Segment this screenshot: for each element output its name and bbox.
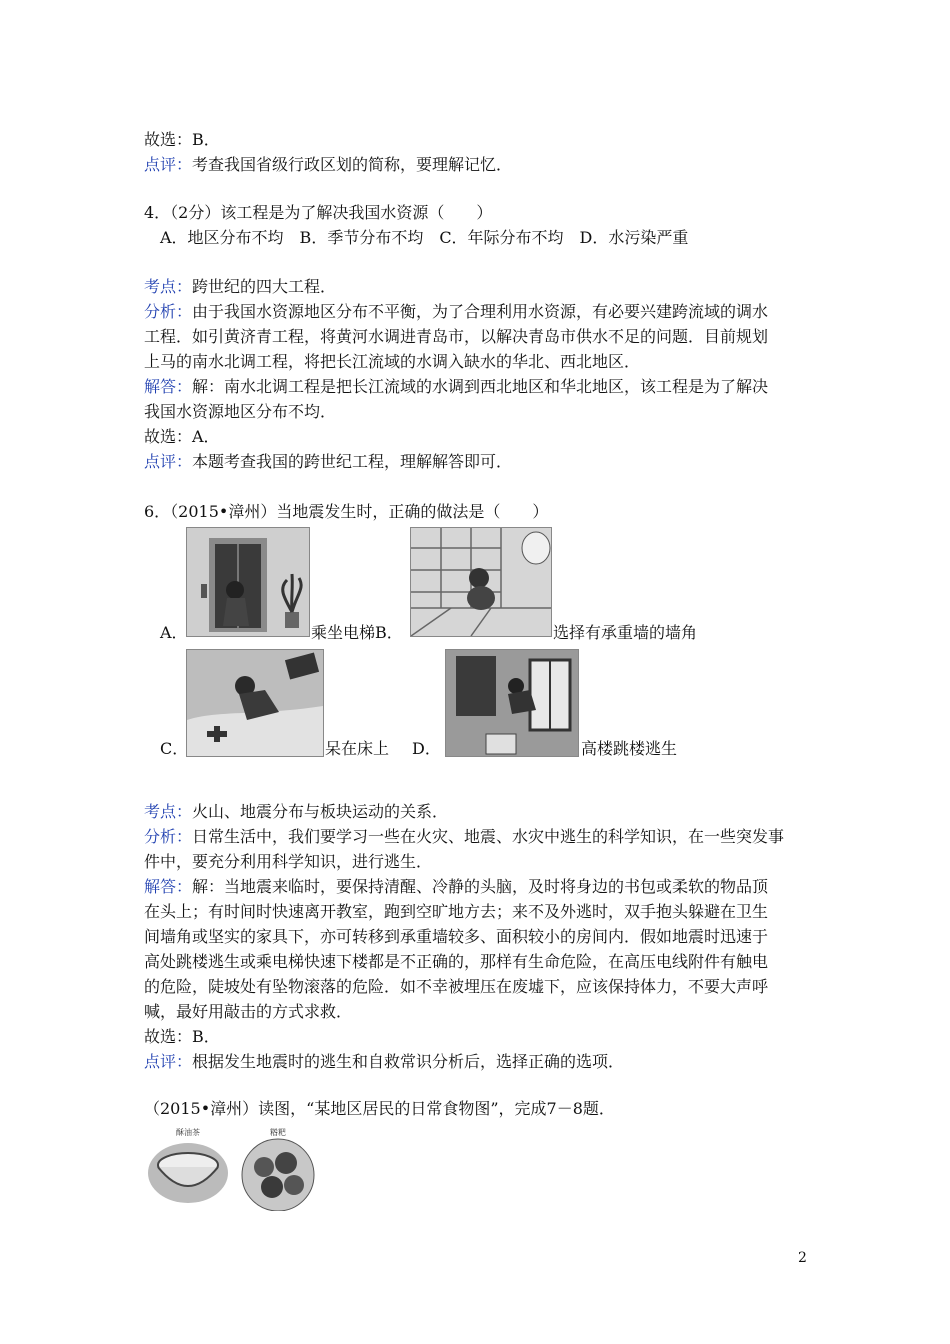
q4-solution-line-2: 我国水资源地区分布不均． [144, 402, 337, 421]
option-d-window-image [445, 649, 579, 757]
q6-point [144, 800, 448, 824]
comment-tag: 点评： [144, 1052, 193, 1071]
q4-analysis-line-1 [144, 300, 768, 324]
solution-text: 解：当地震来临时，要保持清醒、冷静的头脑，及时将身边的书包或柔软的物品顶 [192, 877, 769, 896]
option-a-elevator-image [186, 527, 310, 637]
food-label-butter-tea: 酥油茶 [176, 1128, 200, 1137]
solution-tag: 解答： [144, 877, 193, 896]
q4-options: A．地区分布不均 B．季节分布不均 C．年际分布不均 D．水污染严重 [160, 228, 689, 247]
analysis-text: 日常生活中，我们要学习一些在火灾、地震、水灾中逃生的科学知识，在一些突发事 [192, 827, 785, 846]
q4-answer: 故选：A． [144, 427, 220, 446]
q6-solution-line-6: 喊，最好用敲击的方式求救． [144, 1002, 353, 1021]
q4-analysis-line-2: 工程．如引黄济青工程，将黄河水调进青岛市，以解决青岛市供水不足的问题．目前规划 [144, 327, 769, 346]
q6-solution-line-4: 高处跳楼逃生或乘电梯快速下楼都是不正确的，那样有生命危险，在高压电线附件有触电 [144, 952, 769, 971]
q4-stem: 4．（2分）该工程是为了解决我国水资源（ ） [144, 203, 493, 222]
q4-solution-line-1 [144, 375, 768, 399]
q6-analysis-line-1 [144, 825, 784, 849]
point-tag: 考点： [144, 277, 193, 296]
comment-text: 本题考查我国的跨世纪工程，理解解答即可． [192, 452, 513, 471]
comment-tag: 点评： [144, 155, 193, 174]
option-a-label: A． [160, 623, 188, 642]
q4-point [144, 275, 336, 299]
point-tag: 考点： [144, 802, 193, 821]
option-b-wall-corner-image [410, 527, 552, 637]
option-d-text: 高楼跳楼逃生 [581, 739, 678, 758]
comment-text: 考查我国省级行政区划的简称，要理解记忆． [192, 155, 513, 174]
solution-text: 解：南水北调工程是把长江流域的水调到西北地区和华北地区，该工程是为了解决 [192, 377, 769, 396]
option-a-text: 乘坐电梯B． [311, 623, 403, 642]
q6-solution-line-5: 的危险，陡坡处有坠物滚落的危险．如不幸被埋压在废墟下，应该保持体力，不要大声呼 [144, 977, 769, 996]
option-b-text: 选择有承重墙的墙角 [553, 623, 698, 642]
q6-comment [144, 1050, 624, 1074]
point-text: 跨世纪的四大工程． [192, 277, 337, 296]
solution-tag: 解答： [144, 377, 193, 396]
food-label-tsampa: 糌粑 [270, 1128, 286, 1137]
q6-answer: 故选：B． [144, 1027, 220, 1046]
analysis-tag: 分析： [144, 302, 193, 321]
option-c-text: 呆在床上 [325, 739, 390, 758]
q3-comment [144, 153, 512, 177]
q78-stem: （2015•漳州）读图，“某地区居民的日常食物图”，完成7－8题． [144, 1099, 615, 1118]
analysis-text: 由于我国水资源地区分布不平衡，为了合理利用水资源，有必要兴建跨流域的调水 [192, 302, 769, 321]
butter-tea-image [146, 1125, 230, 1207]
point-text: 火山、地震分布与板块运动的关系． [192, 802, 449, 821]
option-c-label: C． [160, 739, 189, 758]
q6-analysis-line-2: 件中，要充分利用科学知识，进行逃生． [144, 852, 433, 871]
q3-answer: 故选：B． [144, 130, 220, 149]
comment-tag: 点评： [144, 452, 193, 471]
q6-solution-line-1 [144, 875, 768, 899]
option-d-label: D． [412, 739, 441, 758]
q6-stem: 6．（2015•漳州）当地震发生时，正确的做法是（ ） [144, 502, 549, 521]
comment-text: 根据发生地震时的逃生和自救常识分析后，选择正确的选项． [192, 1052, 625, 1071]
q4-comment [144, 450, 512, 474]
tsampa-image [236, 1125, 320, 1211]
q6-solution-line-3: 间墙角或坚实的家具下，亦可转移到承重墙较多、面积较小的房间内．假如地震时迅速于 [144, 927, 769, 946]
page-number: 2 [798, 1250, 807, 1266]
q6-solution-line-2: 在头上；有时间时快速离开教室，跑到空旷地方去；来不及外逃时，双手抱头躲避在卫生 [144, 902, 769, 921]
q4-analysis-line-3: 上马的南水北调工程，将把长江流域的水调入缺水的华北、西北地区． [144, 352, 641, 371]
option-c-bed-image [186, 649, 324, 757]
analysis-tag: 分析： [144, 827, 193, 846]
